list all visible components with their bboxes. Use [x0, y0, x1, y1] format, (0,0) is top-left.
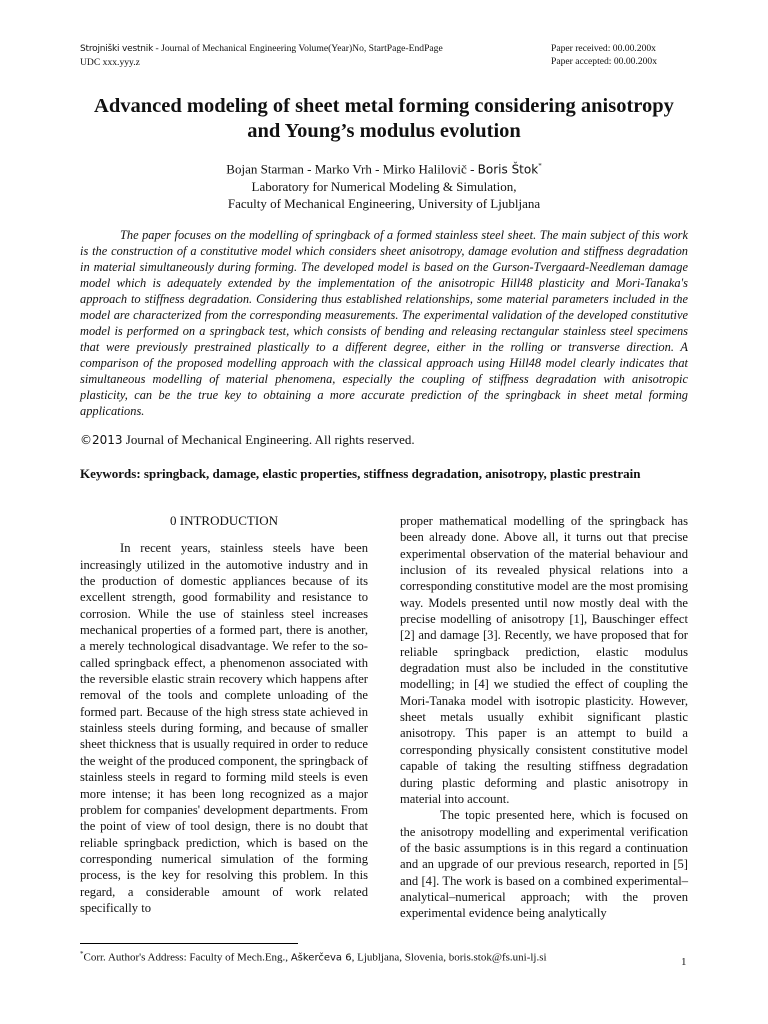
author-lab: Laboratory for Numerical Modeling & Simulation,: [251, 179, 517, 195]
intro-paragraph-1-continued: proper mathematical modelling of the springback has been already done. Above all, it turns out that precise experimental observation of the material behaviour and inclusion of its revealed physical relations into a corresponding constitutive model are the most promising way. Models presented until now mostly deal with the precise modelling of anisotropy [1], Bauschinger effect [2] and damage [3]. Recently, we have proposed that for reliable springback prediction, elastic modulus degradation must also be included in the constitutive modelling; in [4] we studied the effect of coupling the Mori-Tanaka model with isotropic plasticity. However, sheet metals usually exhibit significant plastic anisotropy. This paper is an attempt to build a corresponding physically consistent constitutive model capable of taking the resulting stiffness degradation during plastic deforming and plastic anisotropy in material into account.: [400, 514, 688, 806]
copyright-line: [80, 431, 688, 449]
footnote-street: Aškerčeva 6: [290, 952, 352, 964]
journal-volume-info: - Journal of Mechanical Engineering Volume(Year)No, StartPage-EndPage: [153, 43, 443, 54]
paper-accepted: Paper accepted: 00.00.200x: [551, 56, 658, 67]
section-heading-introduction: 0 INTRODUCTION: [170, 513, 278, 528]
journal-name: Strojniški vestnik: [80, 44, 154, 54]
author-names: [80, 158, 688, 178]
paper-dates: [551, 42, 701, 68]
intro-paragraph-2: The topic presented here, which is focused on the anisotropy modelling and experimental verification of the basic assumptions is in this regard a continuation and an upgrade of our previous research, reported in [5] and [4]. The work is based on a combined experimental–analytical–numerical approach; with the proven experimental evidence being analytically: [400, 808, 688, 921]
paper-received: Paper received: 00.00.200x: [551, 43, 656, 54]
intro-paragraph-1: In recent years, stainless steels have been increasingly utilized in the automotive industry and in the production of domestic appliances because of its excellent strength, good formability and resistance to corrosion. While the use of stainless steel increases mechanical properties of a formed part, there is another, a merely technological disadvantage. We refer to the so-called springback effect, a phenomenon associated with the reversible elastic strain recovery which happens after removal of the tools and complete unloading of the formed part. Because of the high stress state achieved in stainless steels during forming, and because of smaller sheet thickness that is usually required in order to reduce the weight of the produced component, the springback of stainless steels in regard to forming mild steels is even more intense; it has been long recognized as a major problem for companies' development departments. From the point of view of tool design, there is no doubt that reliable springback prediction, which is based on the corresponding numerical simulation of the forming process, is the key for resolving this problem. In this regard, a considerable amount of work related specifically to: [80, 541, 368, 915]
left-column: [80, 513, 368, 916]
keywords: Keywords: springback, damage, elastic properties, stiffness degradation, anisotropy, plastic prestrain: [80, 466, 641, 481]
footnote-suffix: , Ljubljana, Slovenia, boris.stok@fs.uni-lj.si: [351, 951, 547, 964]
author-list: Bojan Starman - Marko Vrh - Mirko Halilovič -: [226, 161, 478, 177]
footnote: [80, 947, 680, 966]
footnote-divider: [80, 943, 298, 944]
author-block: [80, 158, 688, 212]
right-column: [400, 513, 688, 922]
author-faculty: Faculty of Mechanical Engineering, University of Ljubljana: [227, 196, 541, 212]
journal-citation-line: [80, 42, 550, 56]
copyright-symbol: ©2013: [80, 433, 123, 447]
footnote-prefix: Corr. Author's Address: Faculty of Mech.Eng.,: [83, 951, 291, 964]
paper-title: Advanced modeling of sheet metal forming considering anisotropy and Young’s modulus evolution: [94, 95, 674, 142]
abstract: The paper focuses on the modelling of springback of a formed stainless steel sheet. The main subject of this work is the construction of a constitutive model which considers sheet anisotropy, damage evolution and stiffness degradation in material simultaneously during forming. The developed model is based on the Gurson-Tvergaard-Needleman damage model which is adequately extended by the implementation of the anisotropic Hill48 plasticity and Mori-Tanaka's approach to stiffness degradation. Considering thus established relationships, some material parameters included in the model are characterized from the corresponding measurements. The experimental validation of the developed constitutive model is performed on a springback test, which consists of bending and releasing rectangular stainless steel specimens that were previously prestrained plastically to a different degree, either in the rolling or transverse direction. A comparison of the proposed modelling approach with the classical approach using Hill48 model clearly indicates that simultaneous modelling of material phenomena, especially the coupling of stiffness degradation with anisotropic plasticity, can be the true key to obtaining a more accurate prediction of the springback in sheet metal forming applications.: [80, 228, 688, 418]
journal-header: [80, 42, 550, 69]
page-number: 1: [681, 956, 687, 968]
corresponding-author: Boris Štok: [477, 162, 539, 177]
copyright-text: Journal of Mechanical Engineering. All rights reserved.: [122, 432, 415, 447]
udc-code: UDC xxx.yyy.z: [80, 57, 140, 68]
footnote-marker: *: [80, 950, 84, 958]
corresponding-marker: *: [538, 162, 542, 170]
